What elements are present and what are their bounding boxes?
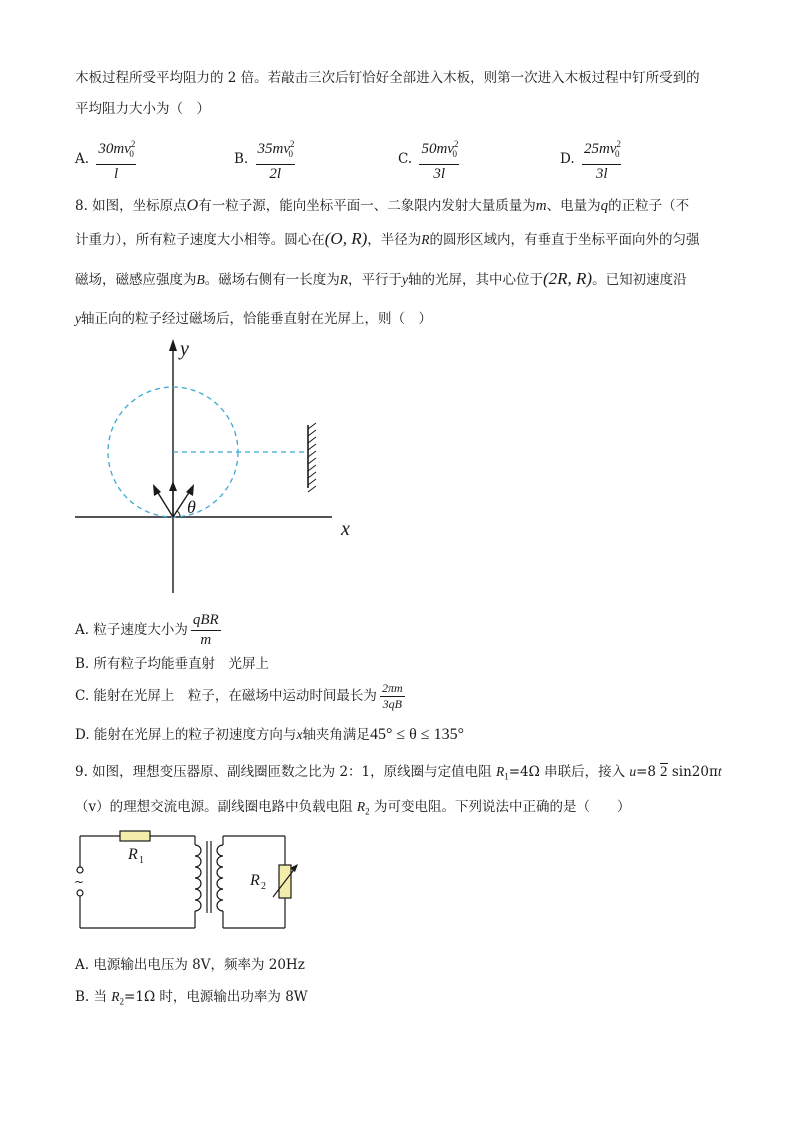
source-terminal [77, 867, 83, 873]
text: ，平行于 [348, 272, 402, 288]
q8-text-line-2 [75, 228, 699, 249]
superscript: 2 [130, 139, 136, 149]
math-x: x [296, 727, 303, 742]
subscript: 0 [129, 149, 134, 159]
math-screen-center: (2R, R) [543, 269, 593, 288]
math-o: O [186, 197, 199, 214]
subscript: 0 [288, 149, 294, 159]
math-y: y [75, 311, 81, 326]
math-m: m [535, 198, 547, 214]
q7-option-c [398, 136, 462, 183]
q8-option-d [75, 723, 464, 744]
q8-option-c [75, 682, 408, 711]
frac-numerator: 2πm [381, 681, 403, 695]
screen-hatch [308, 423, 316, 492]
q7-text-line-1: 木板过程所受平均阻力的 2 倍。若敲击三次后钉恰好全部进入木板，则第一次进入木板过程中钉所受到的 [75, 70, 700, 86]
text: =4Ω 串联后，接入 [508, 764, 630, 780]
frac-numerator: 35mv [257, 141, 291, 157]
text: 8. 如图，坐标原点 [75, 198, 187, 214]
text: 轴夹角满足 [302, 727, 370, 743]
q7-option-b [234, 136, 298, 183]
r1-sub-label: 1 [139, 855, 144, 866]
frac-denominator: 2l [269, 166, 282, 182]
text: 9. 如图，理想变压器原、副线圈匝数之比为 2：1，原线圈与定值电阻 [75, 764, 496, 780]
text: =1Ω 时，电源输出功率为 8W [124, 989, 308, 1005]
frac-numerator: qBR [191, 612, 221, 631]
q8-text-line-4 [75, 307, 432, 327]
q9-text-line-2 [75, 795, 630, 817]
theta-label: θ [187, 497, 196, 517]
text: 磁场，磁感应强度为 [75, 272, 197, 288]
text: =8 [636, 764, 657, 780]
y-axis-label: y [180, 338, 189, 360]
text: ，半径为 [367, 232, 422, 248]
text: A. 粒子速度大小为 [75, 622, 188, 638]
r1-label: R [128, 846, 138, 863]
math-t: t [717, 764, 722, 779]
superscript: 2 [290, 139, 295, 149]
math-q: q [600, 198, 609, 214]
angle-arc [177, 511, 180, 517]
text: B. 当 [75, 989, 112, 1005]
math-r1: R [495, 764, 505, 779]
q8-magnetic-field-figure [70, 335, 370, 595]
text: （v）的理想交流电源。副线圈电路中负载电阻 [75, 799, 357, 815]
q9-text-line-1 [75, 760, 722, 782]
r2-label: R [250, 872, 260, 889]
text: 计重力），所有粒子速度大小相等。圆心在 [75, 232, 325, 248]
frac-denominator: m [200, 632, 212, 648]
text: 。已知初速度沿 [592, 272, 687, 288]
option-letter: B. [234, 151, 249, 167]
math-r: R [339, 272, 348, 287]
sqrt-radicand: 2 [660, 764, 668, 780]
subscript: 0 [614, 149, 620, 159]
frac-denominator: 3l [595, 166, 608, 182]
q7-text-line-2: 平均阻力大小为（ ） [75, 101, 210, 117]
frac-denominator: 3l [433, 166, 446, 182]
subscript: 2 [119, 996, 125, 1007]
x-axis-label: x [341, 518, 350, 540]
superscript: 2 [453, 139, 459, 149]
frac-denominator: l [114, 166, 119, 182]
math-r2: R [356, 799, 366, 814]
frac-numerator: 30mv [98, 141, 131, 157]
option-letter: A. [75, 151, 90, 167]
q8-text-line-1 [75, 194, 689, 215]
q7-option-d [560, 136, 624, 183]
q9-option-b [75, 985, 308, 1007]
q9-transformer-circuit [70, 825, 300, 935]
subscript: 2 [365, 806, 370, 817]
frac-denominator: 3qB [382, 697, 402, 711]
math-angle-range: 45° ≤ θ ≤ 135° [369, 726, 464, 743]
q7-option-a [75, 136, 139, 183]
text: 。磁场右侧有一长度为 [204, 272, 340, 288]
text: 为可变电阻。下列说法中正确的是（ ） [369, 799, 631, 815]
math-b: B [196, 272, 205, 287]
q8-option-b: B. 所有粒子均能垂直射 光屏上 [75, 656, 270, 672]
subscript: 1 [504, 771, 509, 782]
r2-sub-label: 2 [261, 881, 266, 892]
ac-source-icon: ~ [74, 875, 85, 889]
math-y: y [402, 272, 408, 287]
math-r: R [421, 232, 430, 247]
frac-numerator: 50mv [421, 141, 454, 157]
text: D. 能射在光屏上的粒子初速度方向与 [75, 727, 297, 743]
q8-option-a [75, 612, 224, 649]
superscript: 2 [616, 139, 621, 149]
q8-text-line-3 [75, 268, 687, 289]
text: C. 能射在光屏上 粒子，在磁场中运动时间最长为 [75, 688, 377, 704]
text: 、电量为 [546, 198, 601, 214]
subscript: 0 [452, 149, 457, 159]
text: 有一粒子源，能向坐标平面一、二象限内发射大量质量为 [198, 198, 536, 214]
frac-numerator: 25mv [583, 141, 617, 157]
q9-option-a: A. 电源输出电压为 8V，频率为 20Hz [75, 957, 305, 973]
text: 轴正向的粒子经过磁场后，恰能垂直射在光屏上，则（ ） [81, 311, 432, 327]
text: 的圆形区域内，有垂直于坐标平面向外的匀强 [429, 232, 700, 248]
primary-loop [80, 836, 201, 928]
math-center: (O, R) [324, 229, 368, 248]
y-axis-arrow-icon [169, 339, 177, 351]
option-letter: D. [560, 151, 575, 167]
text: 轴的光屏，其中心位于 [408, 272, 543, 288]
resistor-r1 [120, 831, 150, 841]
option-letter: C. [398, 151, 413, 167]
source-terminal [77, 890, 83, 896]
math-r2: R [111, 989, 120, 1004]
text: sin20π [667, 764, 718, 780]
math-u: u [629, 764, 637, 779]
text: 的正粒子（不 [608, 198, 690, 214]
